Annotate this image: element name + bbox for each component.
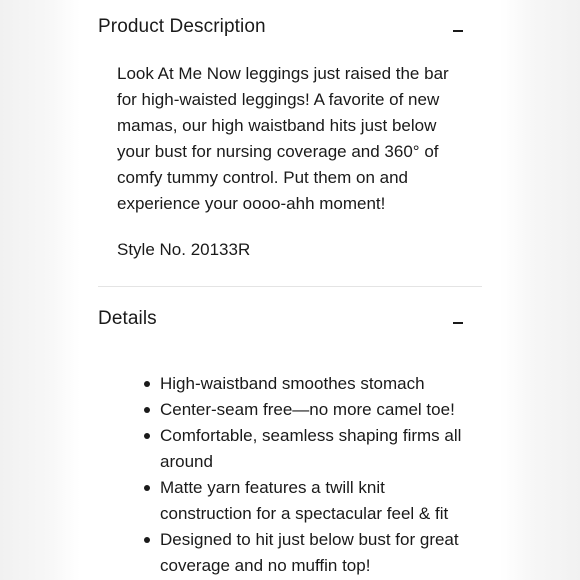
minus-icon[interactable] bbox=[452, 24, 466, 38]
product-description-text: Look At Me Now leggings just raised the bar for high-waisted leggings! A favorite of new mamas, our high waistband hits just below your bust for nursing coverage and 360° of comfy tummy control. Put them on and experience your oooo-ahh moment! bbox=[117, 64, 449, 213]
minus-icon-stroke bbox=[453, 30, 463, 32]
list-item-text: Designed to hit just below bust for great coverage and no muffin top! bbox=[160, 530, 459, 575]
section-divider bbox=[98, 286, 482, 287]
left-margin-shadow bbox=[0, 0, 80, 580]
details-list bbox=[160, 371, 470, 579]
minus-icon[interactable] bbox=[452, 316, 466, 330]
list-item bbox=[160, 527, 470, 579]
product-info-panel bbox=[98, 0, 482, 580]
bullet-icon bbox=[144, 485, 150, 491]
list-item-text: Comfortable, seamless shaping firms all around bbox=[160, 426, 462, 471]
product-description-header[interactable] bbox=[98, 0, 482, 56]
product-description-title: Product Description bbox=[98, 16, 266, 37]
list-item bbox=[160, 475, 470, 527]
details-header[interactable] bbox=[98, 290, 482, 346]
list-item bbox=[160, 397, 470, 423]
bullet-icon bbox=[144, 381, 150, 387]
style-number: Style No. 20133R bbox=[117, 240, 251, 259]
list-item-text: Center-seam free—no more camel toe! bbox=[160, 400, 455, 419]
details-title: Details bbox=[98, 308, 157, 329]
minus-icon-stroke bbox=[453, 322, 463, 324]
bullet-icon bbox=[144, 407, 150, 413]
list-item-text: High-waistband smoothes stomach bbox=[160, 374, 425, 393]
bullet-icon bbox=[144, 433, 150, 439]
list-item bbox=[160, 423, 470, 475]
right-margin-shadow bbox=[500, 0, 580, 580]
list-item bbox=[160, 371, 470, 397]
bullet-icon bbox=[144, 537, 150, 543]
list-item-text: Matte yarn features a twill knit construction for a spectacular feel & fit bbox=[160, 478, 449, 523]
